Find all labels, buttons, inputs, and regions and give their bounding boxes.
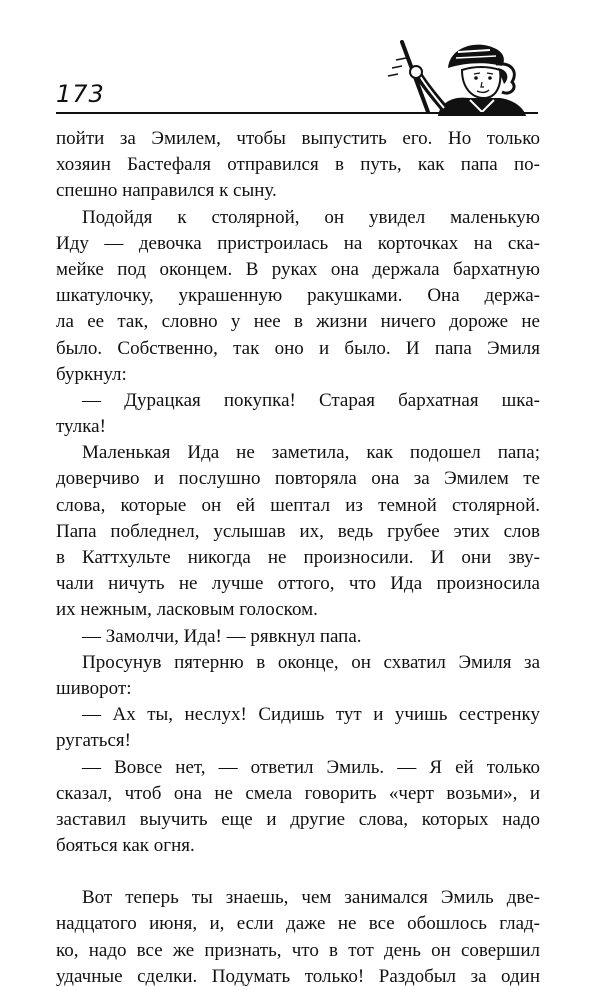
text-line: хозяин Бастефаля отправился в путь, как папа по- bbox=[56, 154, 540, 176]
text-line: ко, надо все же признать, что в тот день он совершил bbox=[56, 939, 540, 961]
text-line: спешно направился к сыну. bbox=[56, 180, 277, 202]
text-line: — Ах ты, неслух! Сидишь тут и учишь сестренку bbox=[82, 704, 540, 726]
text-line: слова, которые он ей шептал из темной столярной. bbox=[56, 494, 540, 516]
text-line: надцатого июня, и, если даже не все обошлось глад- bbox=[56, 913, 540, 935]
text-line: Маленькая Ида не заметила, как подошел папа; bbox=[82, 442, 540, 464]
text-line: было. Собственно, так оно и было. И папа Эмиля bbox=[56, 337, 540, 359]
page-number: 173 bbox=[56, 80, 105, 108]
paragraph-gap bbox=[56, 859, 540, 885]
text-line: шкатулочку, украшенную ракушками. Она держа- bbox=[56, 285, 540, 307]
text-line: тулка! bbox=[56, 416, 106, 438]
text-line: Вот теперь ты знаешь, чем занимался Эмиль две- bbox=[82, 887, 540, 909]
page-text bbox=[56, 126, 540, 990]
text-line: Просунув пятерню в оконце, он схватил Эмиля за bbox=[82, 651, 540, 673]
text-line: их нежным, ласковым голоском. bbox=[56, 599, 318, 621]
text-line: заставил выучить еще и другие слова, которых надо bbox=[56, 808, 540, 830]
text-line: — Дурацкая покупка! Старая бархатная шка- bbox=[82, 389, 540, 411]
text-line: — Вовсе нет, — ответил Эмиль. — Я ей только bbox=[82, 756, 540, 778]
text-line: бояться как огня. bbox=[56, 835, 195, 857]
text-line: Папа побледнел, услышав их, ведь грубее этих слов bbox=[56, 520, 540, 542]
text-line: сказал, чтоб она не смела говорить «черт возьми», и bbox=[56, 782, 540, 804]
header-rule bbox=[56, 112, 538, 114]
text-line: буркнул: bbox=[56, 363, 127, 385]
boy-with-stick-illustration bbox=[378, 38, 528, 116]
text-line: Подойдя к столярной, он увидел маленькую bbox=[82, 206, 540, 228]
text-line: доверчиво и послушно повторяла она за Эмилем те bbox=[56, 468, 540, 490]
text-line: пойти за Эмилем, чтобы выпустить его. Но только bbox=[56, 128, 540, 149]
text-line: чали ничуть не лучше оттого, что Ида произносила bbox=[56, 573, 540, 595]
text-line: шиворот: bbox=[56, 677, 132, 699]
text-line: удачные сделки. Подумать только! Раздобыл за один bbox=[56, 965, 540, 987]
text-line: мейке под оконцем. В руках она держала бархатную bbox=[56, 258, 540, 280]
text-line: ругаться! bbox=[56, 730, 131, 752]
text-line: ла ее так, словно у нее в жизни ничего дороже не bbox=[56, 311, 540, 333]
text-line: в Каттхульте никогда не произносили. И они зву- bbox=[56, 547, 540, 568]
text-line: Иду — девочка пристроилась на корточках на ска- bbox=[56, 232, 540, 254]
text-line: — Замолчи, Ида! — рявкнул папа. bbox=[82, 625, 362, 647]
page-header bbox=[0, 0, 600, 120]
